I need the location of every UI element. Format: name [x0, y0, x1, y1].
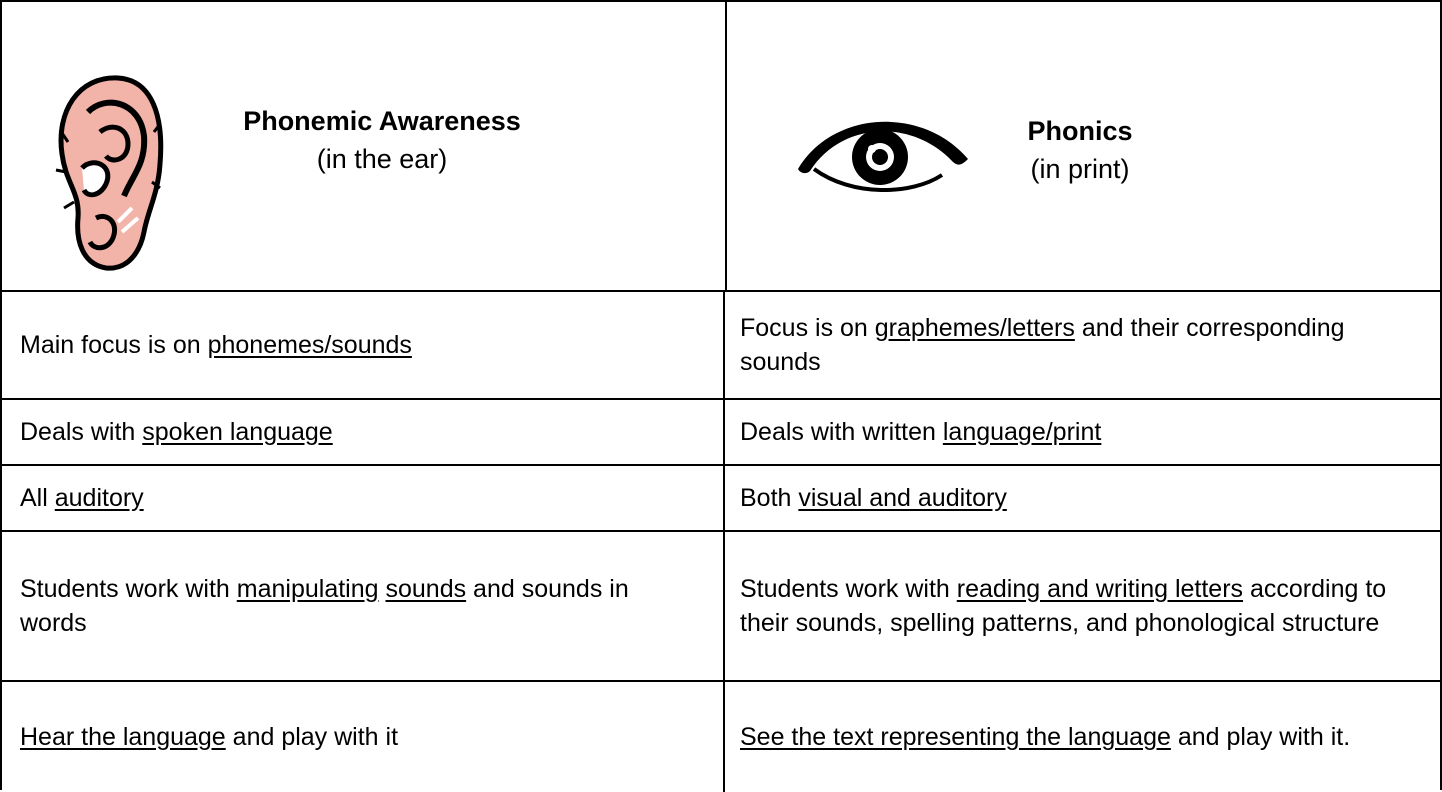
phonics-subtitle: (in print)	[1030, 154, 1130, 184]
phonemic-awareness-subtitle: (in the ear)	[316, 144, 448, 174]
table-cell-right	[725, 532, 1440, 680]
underlined-term: auditory	[54, 484, 144, 512]
underlined-term: visual and auditory	[798, 484, 1007, 512]
underlined-term: Hear the language	[20, 723, 226, 751]
cell-text	[20, 481, 144, 515]
underlined-term: See the text representing the language	[740, 723, 1171, 751]
header-title-left	[172, 102, 592, 178]
text-segment: Main focus is on	[20, 331, 208, 359]
underlined-term: sounds	[385, 575, 467, 603]
table-cell-right	[725, 466, 1440, 530]
text-segment: Both	[740, 484, 799, 512]
table-header-row	[2, 2, 1440, 292]
ear-icon	[48, 72, 166, 272]
underlined-term: phonemes/sounds	[207, 331, 412, 359]
text-segment: and play with it	[225, 723, 399, 751]
header-cell-phonemic-awareness	[2, 2, 727, 292]
cell-text	[740, 481, 1007, 515]
table-cell-right	[725, 682, 1440, 792]
text-segment: and play with it.	[1170, 723, 1351, 751]
cell-text	[20, 720, 398, 754]
text-segment: All	[20, 484, 55, 512]
table-cell-left	[2, 292, 725, 398]
text-segment: Students work with	[20, 575, 237, 603]
text-segment: according to their sounds, spelling patterns, and phonological structure	[740, 575, 1387, 637]
table-cell-right	[725, 400, 1440, 464]
underlined-term: graphemes/letters	[874, 314, 1075, 342]
cell-text	[20, 572, 683, 640]
table-cell-left	[2, 532, 725, 680]
table-row	[2, 398, 1440, 464]
header-cell-phonics	[725, 2, 1440, 292]
text-segment: Deals with written	[740, 418, 943, 446]
text-segment: and their corresponding sounds	[740, 314, 1345, 376]
text-segment: Students work with	[740, 575, 957, 603]
phonemic-awareness-title: Phonemic Awareness	[243, 106, 521, 136]
cell-text	[740, 720, 1350, 754]
table-row	[2, 290, 1440, 398]
text-segment: Deals with	[20, 418, 143, 446]
underlined-term: language/print	[942, 418, 1102, 446]
table-row	[2, 680, 1440, 792]
phonics-title: Phonics	[1027, 116, 1133, 146]
table-cell-left	[2, 466, 725, 530]
cell-text	[740, 415, 1101, 449]
header-title-right	[940, 112, 1220, 188]
underlined-term: reading and writing letters	[956, 575, 1244, 603]
table-cell-left	[2, 682, 725, 792]
cell-text	[740, 311, 1400, 379]
cell-text	[20, 328, 412, 362]
table-row	[2, 464, 1440, 530]
underlined-term: manipulating	[236, 575, 379, 603]
underlined-term: spoken language	[142, 418, 333, 446]
cell-text	[740, 572, 1400, 640]
table-cell-right	[725, 292, 1440, 398]
table-cell-left	[2, 400, 725, 464]
text-segment: and sounds in words	[20, 575, 629, 637]
cell-text	[20, 415, 333, 449]
text-segment: Focus is on	[740, 314, 875, 342]
table-row	[2, 530, 1440, 680]
